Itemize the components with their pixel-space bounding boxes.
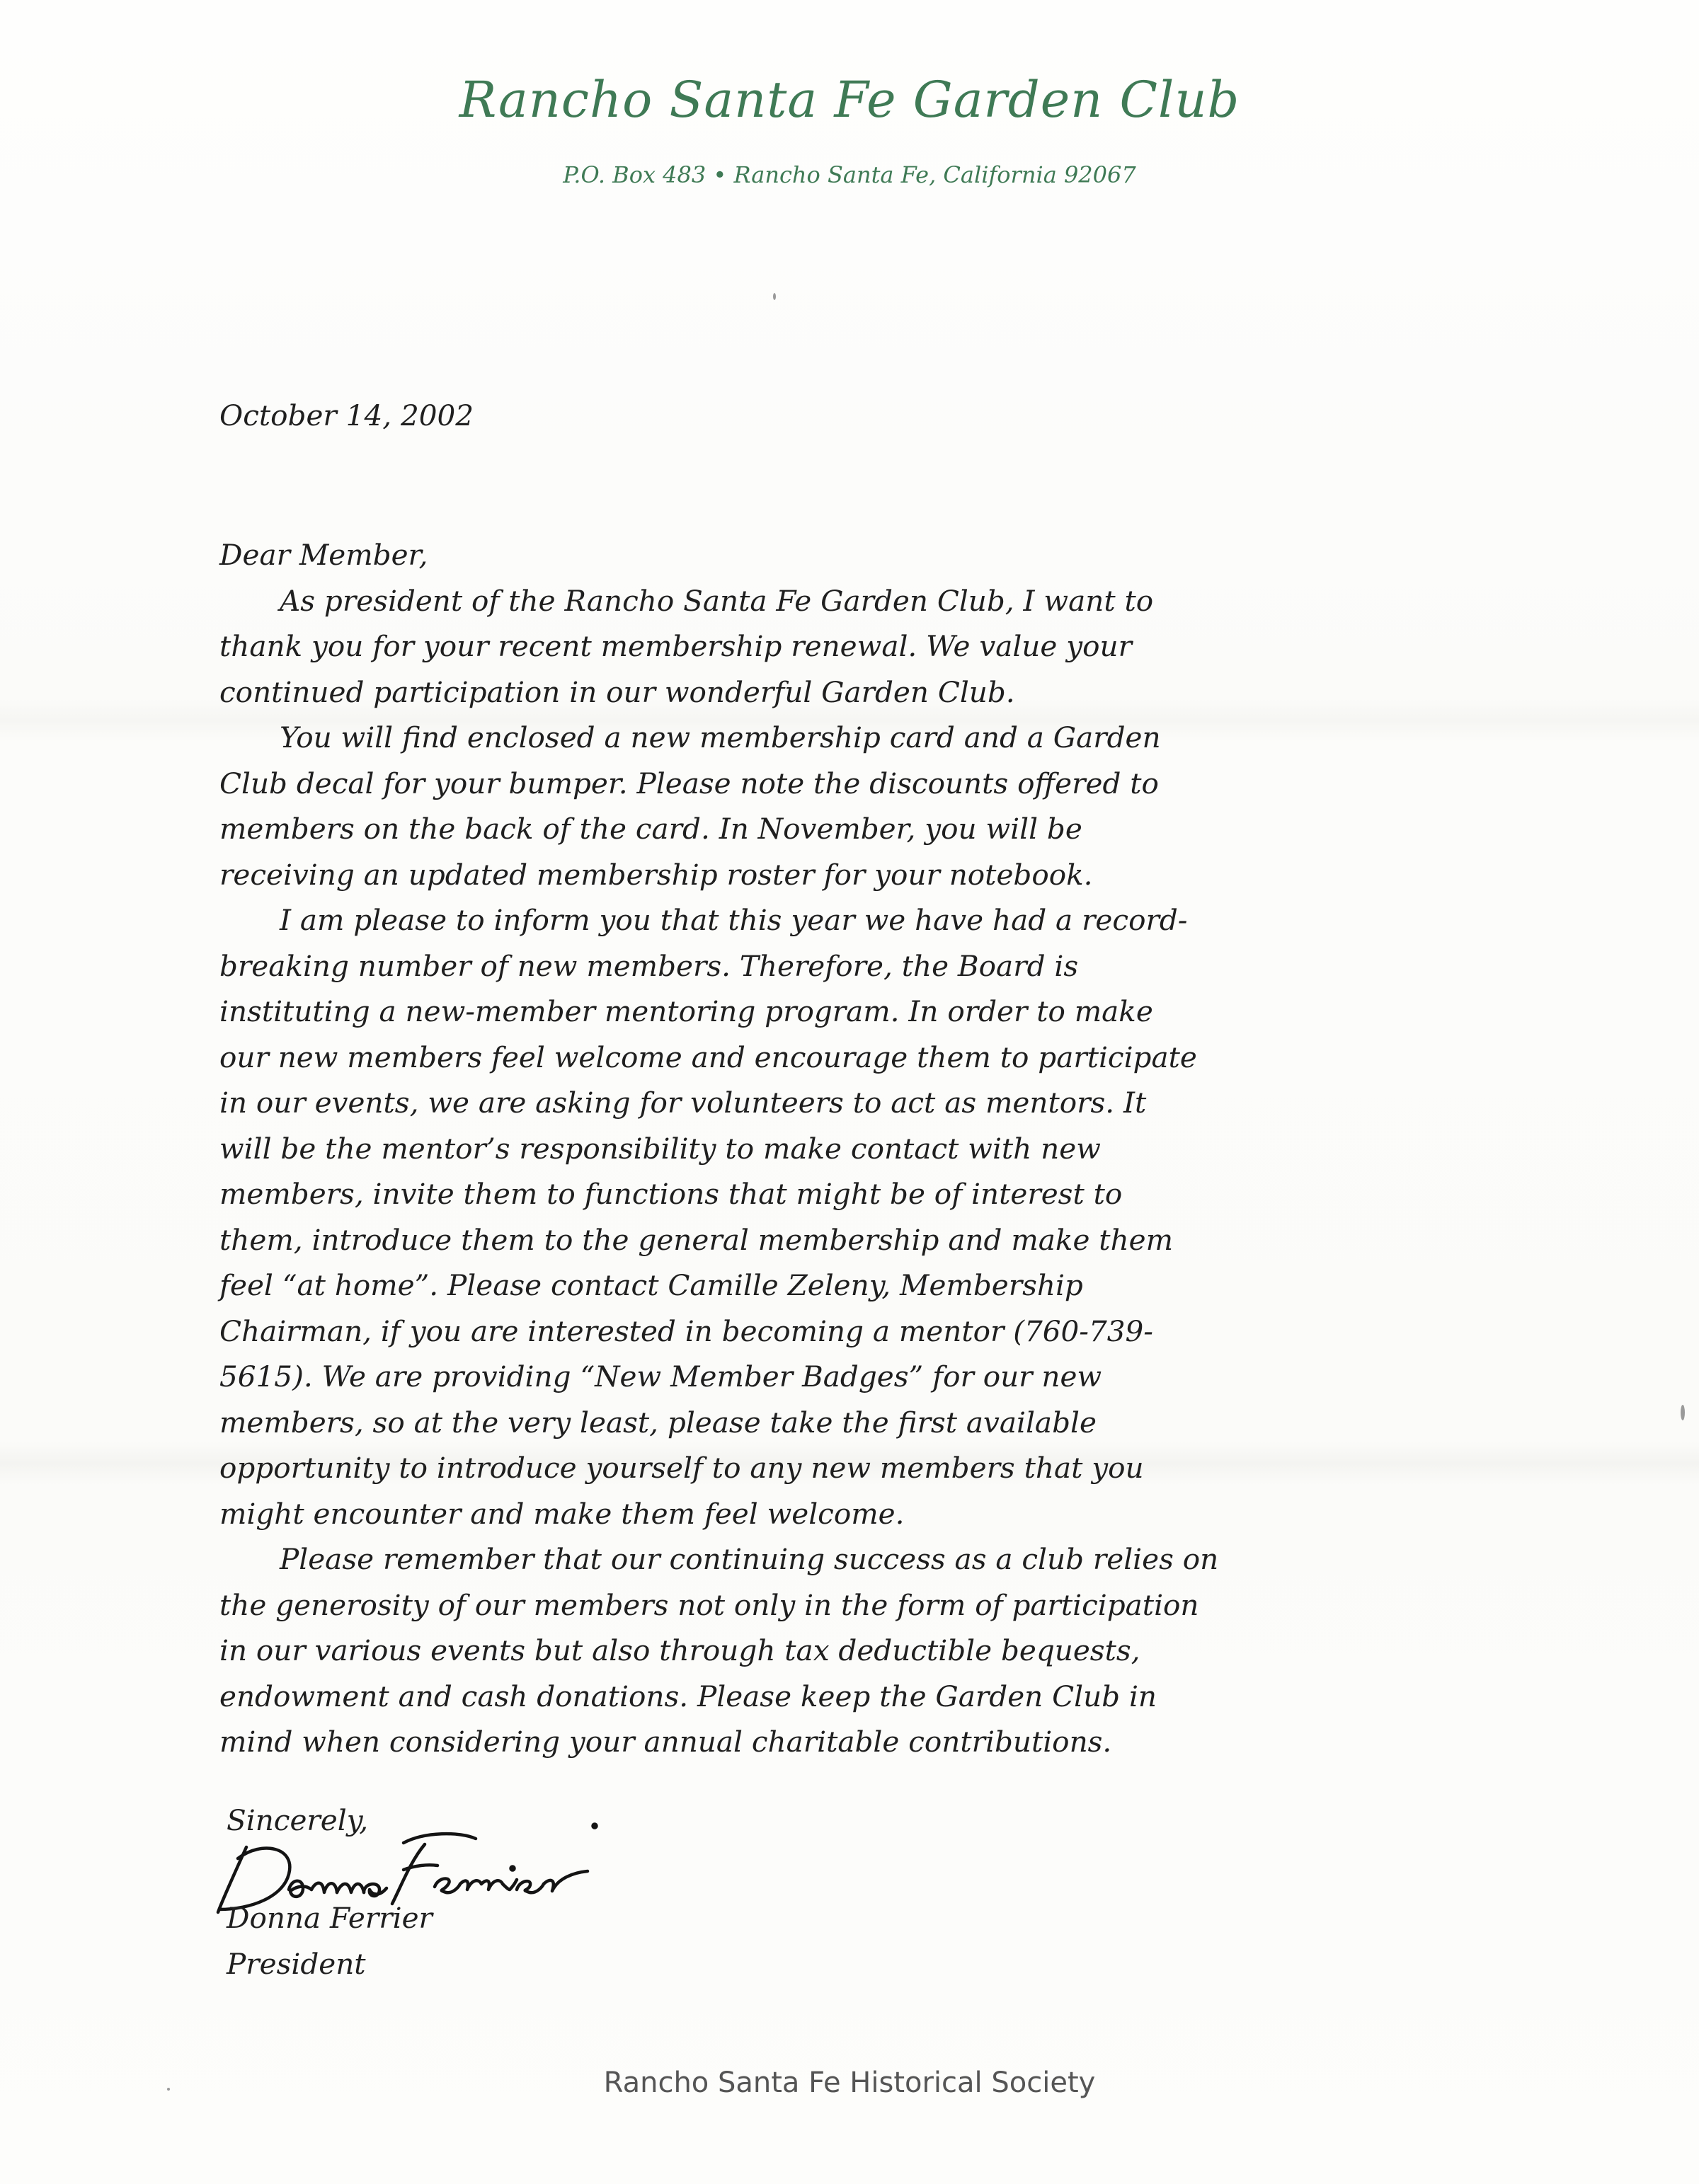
text-line: Please remember that our continuing success as a club relies on xyxy=(280,1542,1219,1576)
text-line: members, so at the very least, please take the first available xyxy=(219,1405,1097,1439)
text-line: members on the back of the card. In November, you will be xyxy=(219,812,1082,846)
text-line: receiving an updated membership roster for your notebook. xyxy=(219,857,1093,892)
letter-date: October 14, 2002 xyxy=(219,398,474,432)
signer-title: President xyxy=(227,1946,366,1981)
text-line: members, invite them to functions that might be of interest to xyxy=(219,1177,1123,1211)
text-line: You will find enclosed a new membership card and a Garden xyxy=(280,720,1161,754)
text-line: them, introduce them to the general membership and make them xyxy=(219,1222,1174,1257)
text-line: 5615). We are providing “New Member Badges” for our new xyxy=(219,1360,1102,1393)
text-line: mind when considering your annual charitable contributions. xyxy=(219,1725,1112,1759)
text-line: Club decal for your bumper. Please note the discounts offered to xyxy=(219,766,1159,800)
text-line: instituting a new-member mentoring program. In order to make xyxy=(219,994,1153,1028)
paragraph-1 xyxy=(219,578,1487,715)
paragraph-3 xyxy=(219,897,1487,1536)
paper-speck xyxy=(167,2088,170,2091)
text-line: thank you for your recent membership renewal. We value your xyxy=(219,629,1132,663)
text-line: Chairman, if you are interested in becoming a mentor (760-739- xyxy=(219,1314,1153,1348)
paper-speck xyxy=(1681,1405,1685,1420)
signer-name: Donna Ferrier xyxy=(227,1901,433,1935)
text-line: endowment and cash donations. Please keep the Garden Club in xyxy=(219,1679,1157,1713)
letterhead-address: P.O. Box 483 • Rancho Santa Fe, California 92067 xyxy=(563,161,1136,188)
paper-speck xyxy=(773,293,776,300)
text-line: breaking number of new members. Therefore, the Board is xyxy=(219,948,1079,983)
paragraph-2 xyxy=(219,715,1487,897)
text-line: in our various events but also through tax deductible bequests, xyxy=(219,1633,1140,1667)
text-line: the generosity of our members not only in the form of participation xyxy=(219,1587,1199,1622)
text-line: continued participation in our wonderful Garden Club. xyxy=(219,674,1015,709)
letterhead-title: Rancho Santa Fe Garden Club xyxy=(459,71,1240,129)
text-line: might encounter and make them feel welcome. xyxy=(219,1496,905,1531)
salutation: Dear Member, xyxy=(219,538,428,572)
text-line: opportunity to introduce yourself to any new members that you xyxy=(219,1451,1144,1485)
text-line: will be the mentor’s responsibility to make contact with new xyxy=(219,1131,1101,1166)
paragraph-4 xyxy=(219,1536,1487,1765)
text-line: As president of the Rancho Santa Fe Garden Club, I want to xyxy=(280,583,1154,618)
text-line: feel “at home”. Please contact Camille Zeleny, Membership xyxy=(219,1268,1083,1302)
text-line: I am please to inform you that this year we have had a record- xyxy=(280,903,1188,937)
footer-credit: Rancho Santa Fe Historical Society xyxy=(603,2067,1096,2099)
closing: Sincerely, xyxy=(227,1803,369,1837)
signer-block xyxy=(227,1895,793,1987)
text-line: in our events, we are asking for volunteers to act as mentors. It xyxy=(219,1086,1147,1120)
letter-body xyxy=(219,532,1487,1765)
text-line: our new members feel welcome and encourage them to participate xyxy=(219,1040,1197,1074)
